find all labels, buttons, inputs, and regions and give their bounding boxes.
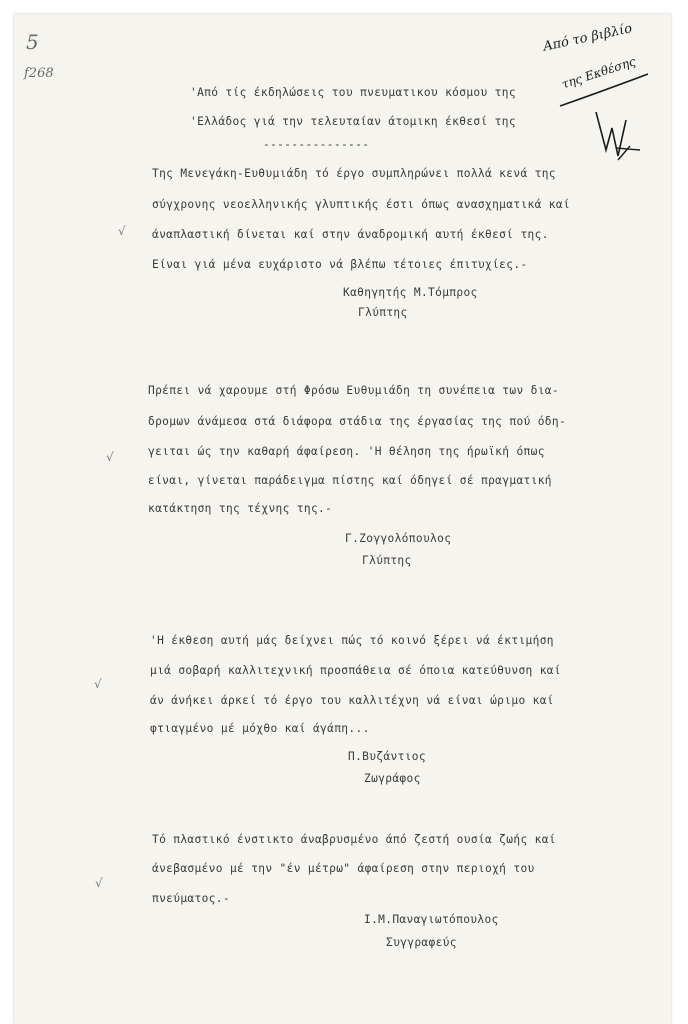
testimonial-4-line-3: πνεύματος.-: [152, 892, 230, 905]
check-mark-icon: √: [118, 224, 126, 238]
check-mark-icon: √: [106, 450, 114, 464]
header-rule: ---------------: [263, 138, 370, 151]
testimonial-2-line-4: είναι, γίνεται παράδειγμα πίστης καί όδηγεί σέ πραγματική: [148, 474, 552, 487]
testimonial-3-author: Π.Βυζάντιος: [348, 750, 426, 763]
testimonial-2-role: Γλύπτης: [362, 554, 412, 567]
testimonial-1-line-4: Είναι γιά μένα ευχάριστο νά βλέπω τέτοιες έπιτυχίες.-: [152, 258, 528, 271]
testimonial-1-author: Καθηγητής Μ.Τόμπρος: [343, 286, 478, 299]
testimonial-1-line-3: άναπλαστική δίνεται καί στην άναδρομική αυτή έκθεσί της.: [152, 228, 549, 241]
testimonial-3-role: Ζωγράφος: [364, 772, 421, 785]
testimonial-4-line-1: Τό πλαστικό ένστικτο άναβρυσμένο άπό ζεστή ουσία ζωής καί: [152, 833, 556, 846]
header-line-1: 'Από τίς έκδηλώσεις του πνευματικου κόσμου της: [190, 86, 516, 99]
testimonial-3-line-4: φτιαγμένο μέ μόχθο καί άγάπη...: [150, 722, 370, 735]
check-mark-icon: √: [95, 876, 103, 890]
testimonial-1-role: Γλύπτης: [358, 306, 408, 319]
testimonial-2-line-5: κατάκτηση της τέχνης της.-: [148, 502, 333, 515]
testimonial-2-line-1: Πρέπει νά χαρουμε στή Φρόσω Ευθυμιάδη τη συνέπεια των δια-: [148, 384, 559, 397]
handwritten-note-line1: Από το βιβλίο: [542, 21, 634, 55]
testimonial-4-line-2: άνεβασμένο μέ την "έν μέτρω" άφαίρεση στην περιοχή του: [152, 862, 535, 875]
testimonial-2-line-2: δρομων άνάμεσα στά διάφορα στάδια της έργασίας της πού όδη-: [148, 415, 567, 428]
check-mark-icon: √: [94, 677, 102, 691]
page-number: 5: [26, 30, 39, 54]
testimonial-4-role: Συγγραφεύς: [386, 936, 457, 949]
testimonial-3-line-1: 'Η έκθεση αυτή μάς δείχνει πώς τό κοινό ξέρει νά έκτιμήση: [150, 634, 554, 647]
header-line-2: 'Ελλάδος γιά την τελευταίαν άτομικη έκθεσί της: [190, 115, 516, 128]
catalog-reference: f268: [24, 66, 54, 81]
testimonial-1-line-1: Της Μενεγάκη-Ευθυμιάδη τό έργο συμπληρώνει πολλά κενά της: [152, 167, 556, 180]
testimonial-2-author: Γ.Ζογγολόπουλος: [345, 532, 452, 545]
testimonial-1-line-2: σύγχρονης νεοελληνικής γλυπτικής έστι όπως ανασχηματικά καί: [152, 198, 571, 211]
testimonial-3-line-2: μιά σοβαρή καλλιτεχνική προσπάθεια σέ όποια κατεύθυνση καί: [150, 664, 561, 677]
handwritten-note-line2: της Εκθέσης: [560, 54, 638, 92]
testimonial-3-line-3: άν άνήκει άρκεί τό έργο του καλλιτέχνη νά είναι ώριμο καί: [150, 694, 554, 707]
testimonial-2-line-3: γειται ώς την καθαρή άφαίρεση. 'Η θέληση της ήρωϊκή όπως: [148, 445, 545, 458]
testimonial-4-author: Ι.Μ.Παναγιωτόπουλος: [364, 913, 499, 926]
